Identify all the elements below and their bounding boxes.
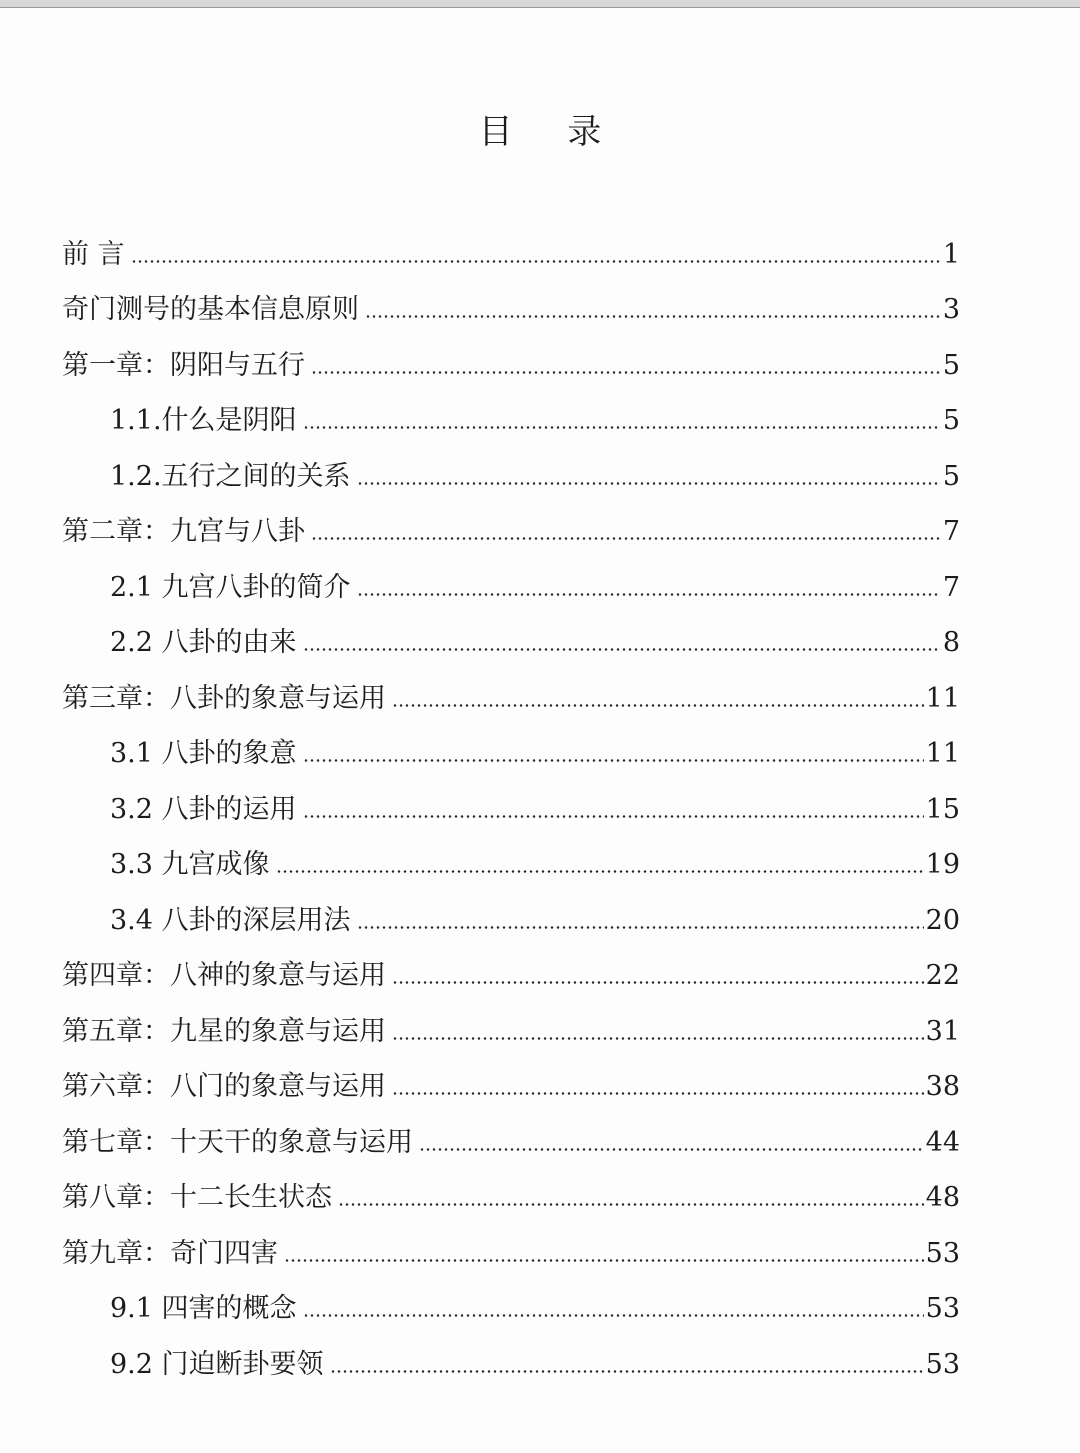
toc-entry-label: 3.4 八卦的深层用法: [110, 904, 351, 936]
toc-entry-page: 7: [942, 516, 960, 547]
dot-leader: [419, 1148, 924, 1151]
dot-leader: [303, 1314, 924, 1317]
toc-entry-label: 第六章：八门的象意与运用: [62, 1071, 386, 1102]
toc-entry-page: 7: [942, 571, 960, 603]
toc-entry-page: 44: [925, 1126, 960, 1158]
toc-entry-page: 20: [925, 904, 960, 936]
toc-entry-label: 第九章：奇门四害: [62, 1237, 278, 1269]
dot-leader: [303, 426, 941, 429]
toc-entry-label: 前 言: [62, 238, 125, 270]
toc-entry-label: 3.1 八卦的象意: [110, 738, 297, 769]
toc-entry-page: 5: [942, 460, 960, 492]
toc-entry-label: 9.1 四害的概念: [110, 1293, 297, 1324]
toc-entry-page: 53: [925, 1237, 960, 1269]
toc-entry-label: 奇门测号的基本信息原则: [62, 294, 359, 325]
toc-entry-label: 9.2 门迫断卦要领: [110, 1348, 324, 1380]
toc-entry-label: 1.1.什么是阴阳: [110, 405, 297, 436]
dot-leader: [311, 371, 941, 374]
toc-entry[interactable]: [62, 938, 960, 994]
toc-entry-label: 1.2.五行之间的关系: [110, 460, 351, 492]
toc-entry-label: 2.1 九宫八卦的简介: [110, 571, 351, 603]
dot-leader: [303, 815, 924, 818]
toc-entry-page: 19: [925, 849, 960, 880]
toc-entry-label: 第一章：阴阳与五行: [62, 349, 305, 381]
toc-subentry[interactable]: [62, 605, 960, 661]
dot-leader: [338, 1203, 924, 1206]
toc-entry-page: 53: [925, 1293, 960, 1324]
toc-entry[interactable]: [62, 1104, 960, 1160]
toc-subentry[interactable]: [62, 882, 960, 938]
dot-leader: [357, 482, 941, 485]
toc-subentry[interactable]: [62, 716, 960, 772]
toc-entry-page: 15: [925, 793, 960, 825]
toc-subentry[interactable]: [62, 771, 960, 827]
toc-entry[interactable]: [62, 272, 960, 328]
dot-leader: [357, 926, 924, 929]
toc-entry-label: 第三章：八卦的象意与运用: [62, 682, 386, 714]
toc-entry-page: 22: [925, 960, 960, 991]
toc-entry[interactable]: [62, 993, 960, 1049]
dot-leader: [303, 648, 941, 651]
toc-entry-label: 第二章：九宫与八卦: [62, 516, 305, 547]
toc-entry-page: 31: [925, 1015, 960, 1047]
toc-entry-label: 第四章：八神的象意与运用: [62, 960, 386, 991]
dot-leader: [392, 1037, 924, 1040]
toc-list: [62, 216, 960, 1382]
dot-leader: [276, 870, 924, 873]
toc-title: 目 录: [478, 112, 624, 152]
toc-entry-label: 第八章：十二长生状态: [62, 1182, 332, 1213]
dot-leader: [392, 1092, 924, 1095]
toc-entry-label: 第七章：十天干的象意与运用: [62, 1126, 413, 1158]
toc-entry-page: 48: [925, 1182, 960, 1213]
toc-entry-page: 53: [925, 1348, 960, 1380]
toc-entry-page: 1: [942, 238, 960, 270]
dot-leader: [311, 537, 941, 540]
toc-entry-page: 11: [925, 738, 960, 769]
toc-entry-label: 第五章：九星的象意与运用: [62, 1015, 386, 1047]
dot-leader: [357, 593, 941, 596]
toc-entry-label: 2.2 八卦的由来: [110, 627, 297, 658]
toc-entry[interactable]: [62, 494, 960, 550]
toc-entry[interactable]: [62, 1215, 960, 1271]
dot-leader: [392, 704, 924, 707]
dot-leader: [392, 981, 924, 984]
toc-subentry[interactable]: [62, 383, 960, 439]
dot-leader: [131, 260, 941, 263]
toc-entry[interactable]: [62, 1160, 960, 1216]
dot-leader: [330, 1370, 924, 1373]
toc-subentry[interactable]: [62, 438, 960, 494]
toc-entry[interactable]: [62, 216, 960, 272]
document-page: [0, 8, 1080, 1453]
dot-leader: [284, 1259, 924, 1262]
toc-entry-page: 5: [942, 405, 960, 436]
toc-subentry[interactable]: [62, 1326, 960, 1382]
dot-leader: [303, 759, 924, 762]
toc-entry-label: 3.3 九宫成像: [110, 849, 270, 880]
dot-leader: [365, 315, 941, 318]
toc-entry-page: 8: [942, 627, 960, 658]
toc-subentry[interactable]: [62, 1271, 960, 1327]
toc-entry[interactable]: [62, 660, 960, 716]
toc-subentry[interactable]: [62, 827, 960, 883]
window-top-edge: [0, 0, 1080, 8]
toc-entry[interactable]: [62, 327, 960, 383]
toc-entry-page: 38: [925, 1071, 960, 1102]
toc-subentry[interactable]: [62, 549, 960, 605]
toc-entry-page: 11: [925, 682, 960, 714]
toc-entry[interactable]: [62, 1049, 960, 1105]
toc-entry-label: 3.2 八卦的运用: [110, 793, 297, 825]
toc-entry-page: 5: [942, 349, 960, 381]
toc-entry-page: 3: [942, 294, 960, 325]
